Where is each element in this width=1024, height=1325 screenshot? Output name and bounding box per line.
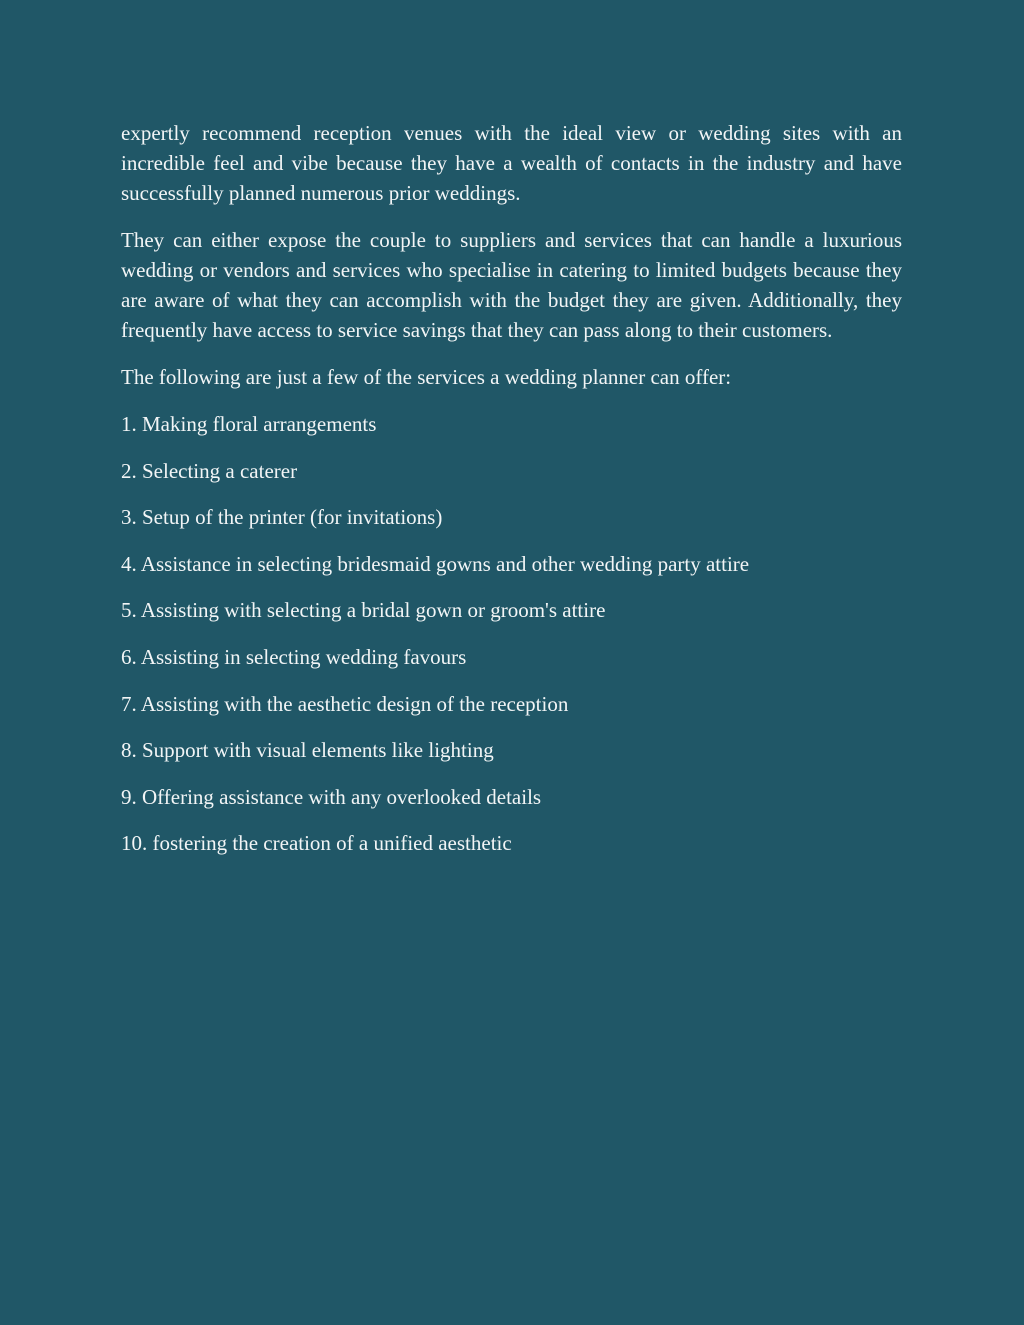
services-intro: The following are just a few of the services a wedding planner can offer:	[121, 365, 732, 389]
list-item: 7. Assisting with the aesthetic design of the reception	[121, 691, 569, 716]
list-item: 1. Making floral arrangements	[121, 412, 377, 436]
list-item: 5. Assisting with selecting a bridal gown or groom's attire	[121, 598, 606, 623]
paragraph-venues: expertly recommend reception venues with the ideal view or wedding sites with an incredible feel and vibe because they have a wealth of contacts in the industry and have successfully planned numerous prior weddings.	[121, 121, 902, 205]
list-item: 3. Setup of the printer (for invitations)	[121, 505, 443, 530]
list-item: 6. Assisting in selecting wedding favours	[121, 644, 467, 669]
list-item: 2. Selecting a caterer	[121, 458, 298, 483]
list-item: 4. Assistance in selecting bridesmaid gowns and other wedding party attire	[121, 551, 750, 576]
list-item: 9. Offering assistance with any overlooked details	[121, 784, 542, 809]
paragraph-suppliers: They can either expose the couple to suppliers and services that can handle a luxurious wedding or vendors and services who specialise in catering to limited budgets because they are aware of what they can accomplish with the budget they are given. Additionally, they frequently have access to service savings that they can pass along to their customers.	[121, 228, 902, 342]
list-item: 10. fostering the creation of a unified aesthetic	[121, 831, 512, 856]
list-item: 8. Support with visual elements like lighting	[121, 738, 494, 763]
services-list	[121, 409, 902, 858]
